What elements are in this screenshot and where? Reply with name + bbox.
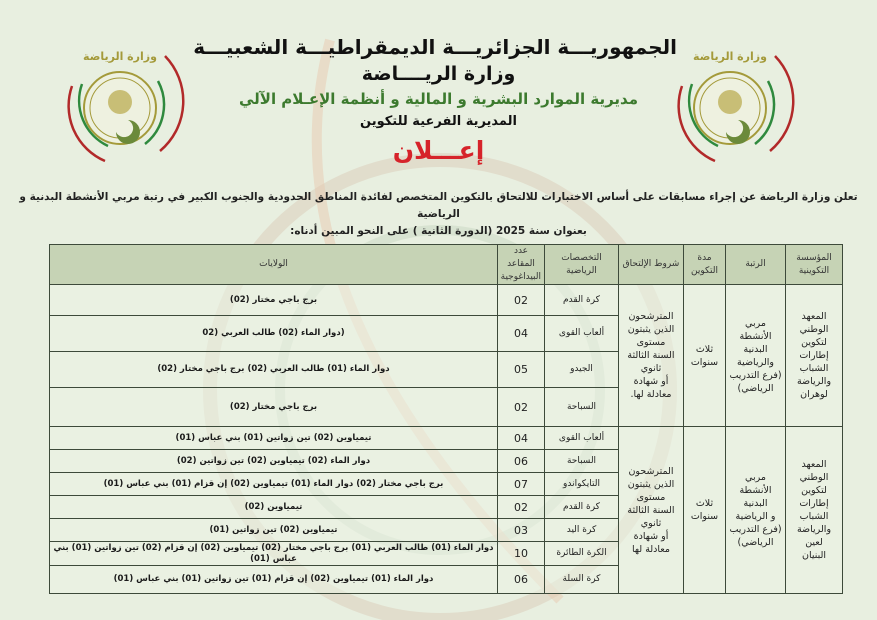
rank-line: البدنية <box>743 343 768 355</box>
table-row <box>50 427 843 450</box>
institution-line: البنيان <box>801 550 826 561</box>
cell-seats: 02 <box>498 388 545 427</box>
institution-line: والرياضة <box>796 524 832 535</box>
institution-line: لتكوين <box>801 337 827 348</box>
duration-line: سنوات <box>690 511 719 522</box>
cell-duration <box>684 427 726 594</box>
cell-specialty: كرة القدم <box>545 496 619 519</box>
rank-line: البدنية <box>743 498 768 509</box>
cell-wilayas: برج باجي مختار (02) دوار الماء (01) تيمياوين (02) إن قزام (01) بني عباس (01) <box>50 473 498 496</box>
cell-seats: 02 <box>498 285 545 316</box>
rank-line: (فرع التدريب <box>729 369 782 381</box>
cell-specialty: ألعاب القوى <box>545 316 619 352</box>
institution-line: لتكوين <box>801 485 827 496</box>
cell-institution <box>786 427 843 594</box>
emblem-caption: وزارة الرياضة <box>83 50 157 63</box>
cell-wilayas: (دوار الماء (02) طالب العربي (02 <box>50 316 498 352</box>
institution-line: الوطني <box>799 472 829 483</box>
rank-line: و الرياضية <box>735 511 776 522</box>
ministry-emblem-left <box>50 36 190 176</box>
institution-line: والرياضة <box>796 376 832 387</box>
conditions-line: أو شهادة <box>633 376 669 387</box>
header-duration: مدة التكوين <box>684 245 726 285</box>
cell-specialty: الكرة الطائرة <box>545 542 619 566</box>
conditions-line: مستوى <box>636 491 666 503</box>
cell-conditions <box>619 285 684 427</box>
header-specialty: التخصصات الرياضية <box>545 245 619 285</box>
cell-rank <box>726 285 786 427</box>
conditions-line: مستوى <box>636 337 666 348</box>
cell-specialty: السباحة <box>545 388 619 427</box>
cell-specialty: كرة السلة <box>545 566 619 594</box>
cell-seats: 02 <box>498 496 545 519</box>
cell-specialty: كرة اليد <box>545 519 619 542</box>
cell-wilayas: برج باجي مختار (02) <box>50 388 498 427</box>
cell-wilayas: دوار الماء (02) تيمياوين (02) تين زواتين (02) <box>50 450 498 473</box>
conditions-line: ثانوي <box>640 517 662 529</box>
cell-seats: 04 <box>498 427 545 450</box>
announcement-title: إعـــلان <box>392 136 485 165</box>
cell-specialty: كرة القدم <box>545 285 619 316</box>
competition-table <box>49 244 843 594</box>
cell-wilayas: دوار الماء (01) تيمياوين (02) إن قزام (01) تين زواتين (01) بني عباس (01) <box>50 566 498 594</box>
conditions-line: السنة الثالثة <box>627 350 675 361</box>
table-header-row <box>50 245 843 285</box>
conditions-line: المترشحون <box>628 311 674 322</box>
header-block <box>193 34 677 168</box>
duration-line: سنوات <box>690 356 719 368</box>
cell-rank <box>726 427 786 594</box>
header-institution: المؤسسة التكوينية <box>786 245 843 285</box>
rank-line: الرياضي) <box>737 382 774 394</box>
duration-line: ثلاث <box>695 343 714 355</box>
table-row <box>50 285 843 316</box>
cell-conditions <box>619 427 684 594</box>
rank-line: مربي الأنشطة <box>739 472 772 496</box>
cell-specialty: السباحة <box>545 450 619 473</box>
conditions-line: الذين يثبتون <box>627 324 675 335</box>
rank-line: (فرع التدريب <box>729 524 782 535</box>
institution-line: لوهران <box>800 389 828 400</box>
institution-line: الشباب <box>799 363 829 374</box>
ministry-emblem-right <box>660 36 800 176</box>
institution-line: المعهد <box>801 459 827 470</box>
cell-wilayas: برج باجي مختار (02) <box>50 285 498 316</box>
rank-line: الرياضي) <box>737 537 774 548</box>
cell-wilayas: تيمياوين (02) <box>50 496 498 519</box>
intro-line-1: تعلن وزارة الرياضة عن إجراء مسابقات على أساس الاختبارات للالتحاق بالتكوين المتخصص لفائدة المناطق الحدودية والجنوب الكبير في رتبة مربي الأنشطة البدنية و الرياضية <box>19 191 858 220</box>
cell-seats: 05 <box>498 352 545 388</box>
ministry-title: وزارة الريــــاضة <box>361 63 516 85</box>
cell-specialty: التايكواندو <box>545 473 619 496</box>
conditions-line: أو شهادة <box>633 530 669 542</box>
header-rank: الرتبة <box>726 245 786 285</box>
institution-line: المعهد <box>801 311 827 322</box>
header-wilayas: الولايات <box>50 245 498 285</box>
conditions-line: المترشحون <box>628 465 674 477</box>
rank-line: مربي الأنشطة <box>739 317 772 342</box>
institution-line: لعين <box>805 537 823 548</box>
conditions-line: معادلة لها. <box>630 389 672 400</box>
cell-seats: 07 <box>498 473 545 496</box>
rank-line: والرياضية <box>737 356 774 368</box>
cell-seats: 06 <box>498 450 545 473</box>
conditions-line: معادلة لها <box>632 543 670 555</box>
cell-seats: 10 <box>498 542 545 566</box>
header-conditions: شروط الإلتحاق <box>619 245 684 285</box>
intro-line-2: بعنوان سنة 2025 (الدورة الثانية ) على النحو المبين أدناه: <box>290 225 587 237</box>
cell-seats: 06 <box>498 566 545 594</box>
emblem-caption: وزارة الرياضة <box>693 50 767 63</box>
cell-seats: 03 <box>498 519 545 542</box>
cell-seats: 04 <box>498 316 545 352</box>
institution-line: الشباب <box>799 511 829 522</box>
cell-wilayas: دوار الماء (01) طالب العربي (01) برج باجي مختار (02) تيمياوين (02) إن قزام (02) تين زواتين (01) بني عباس (01) <box>50 542 498 566</box>
cell-wilayas: تيمياوين (02) تين زواتين (01) <box>50 519 498 542</box>
republic-title: الجمهوريـــة الجزائريـــة الديمقراطيـــة الشعبيـــة <box>193 35 677 59</box>
directorate-title: مديرية الموارد البشرية و المالية و أنظمة الإعـلام الآلي <box>238 90 639 108</box>
duration-line: ثلاث <box>695 498 714 509</box>
sub-directorate-title: المديرية الفرعية للتكوين <box>360 114 517 129</box>
conditions-line: السنة الثالثة <box>627 504 675 516</box>
cell-institution <box>786 285 843 427</box>
cell-wilayas: دوار الماء (01) طالب العربي (02) برج باجي مختار (02) <box>50 352 498 388</box>
conditions-line: الذين يثبتون <box>627 478 675 490</box>
institution-line: إطارات <box>799 498 829 509</box>
header-seats: عدد المقاعد البيداغوجية <box>498 245 545 285</box>
intro-block <box>14 189 863 240</box>
institution-line: إطارات <box>799 350 829 361</box>
cell-wilayas: تيمياوين (02) تين زواتين (01) بني عباس (01) <box>50 427 498 450</box>
cell-specialty: ألعاب القوى <box>545 427 619 450</box>
conditions-line: ثانوي <box>640 363 662 374</box>
cell-specialty: الجيدو <box>545 352 619 388</box>
cell-duration <box>684 285 726 427</box>
institution-line: الوطني <box>799 324 829 335</box>
